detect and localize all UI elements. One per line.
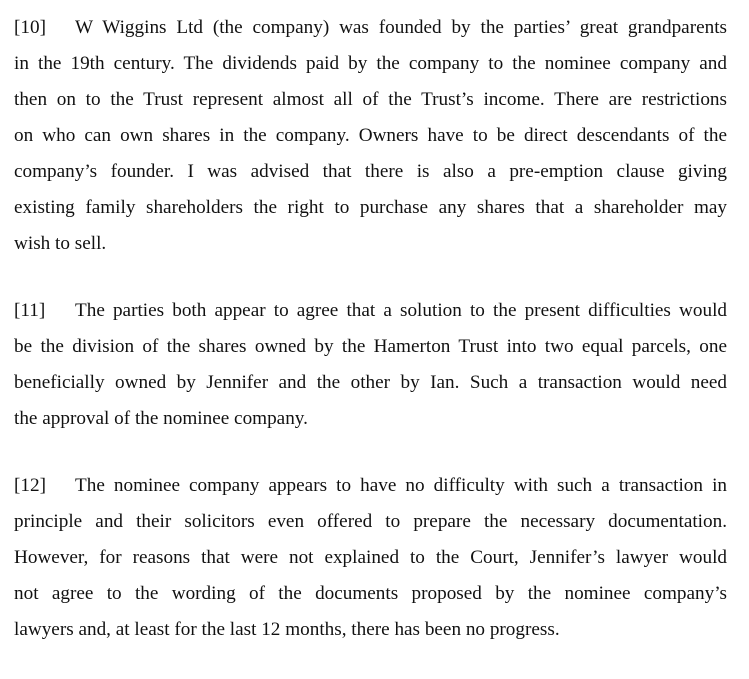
paragraph-line: be the division of the shares owned by the Hamerton Trust into two equal parcels, one (14, 336, 727, 357)
judgment-document (14, 10, 727, 679)
paragraph-text: The nominee company appears to have no difficulty with such a transaction in (75, 475, 727, 496)
paragraph-text: W Wiggins Ltd (the company) was founded by the parties’ great grandparents (75, 17, 727, 38)
paragraph-line: existing family shareholders the right to purchase any shares that a shareholder may (14, 197, 727, 218)
paragraph-first-line (14, 468, 727, 504)
paragraph-first-line (14, 293, 727, 329)
paragraph-line: not agree to the wording of the documents proposed by the nominee company’s (14, 583, 727, 604)
paragraph-11 (14, 293, 727, 437)
paragraph-line: beneficially owned by Jennifer and the other by Ian. Such a transaction would need (14, 372, 727, 393)
paragraph-first-line (14, 10, 727, 46)
paragraph-line: on who can own shares in the company. Owners have to be direct descendants of the (14, 125, 727, 146)
paragraph-number: [11] (14, 300, 46, 321)
paragraph-line: then on to the Trust represent almost all of the Trust’s income. There are restrictions (14, 89, 727, 110)
paragraph-number: [10] (14, 17, 46, 38)
paragraph-line: wish to sell. (14, 233, 107, 254)
paragraph-12 (14, 468, 727, 648)
paragraph-number: [12] (14, 475, 46, 496)
paragraph-text: The parties both appear to agree that a solution to the present difficulties would (75, 300, 727, 321)
paragraph-line: company’s founder. I was advised that there is also a pre-emption clause giving (14, 161, 727, 182)
paragraph-line: in the 19th century. The dividends paid by the company to the nominee company and (14, 53, 727, 74)
paragraph-line: lawyers and, at least for the last 12 months, there has been no progress. (14, 619, 560, 640)
paragraph-line: However, for reasons that were not explained to the Court, Jennifer’s lawyer would (14, 547, 727, 568)
paragraph-10 (14, 10, 727, 262)
paragraph-line: principle and their solicitors even offered to prepare the necessary documentation. (14, 511, 727, 532)
paragraph-line: the approval of the nominee company. (14, 408, 308, 429)
